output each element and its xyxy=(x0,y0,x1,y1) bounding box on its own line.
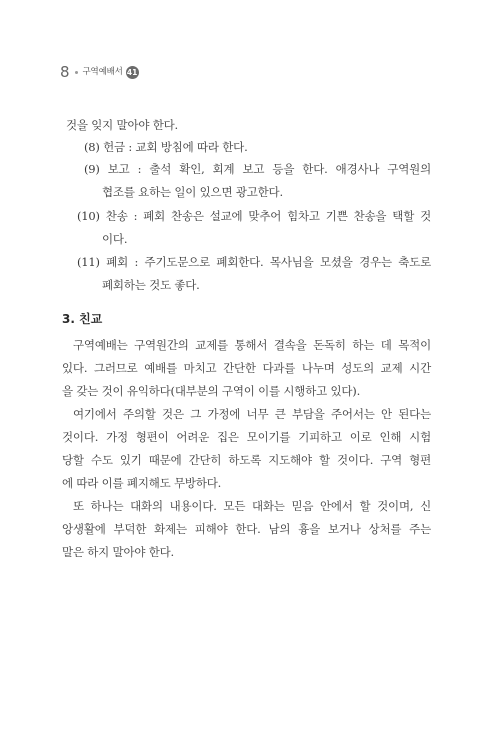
paragraph-2-line-1: 여기에서 주의할 것은 그 가정에 너무 큰 부담을 주어서는 안 된다는 xyxy=(73,407,431,421)
section-heading: 3. 친교 xyxy=(62,312,103,326)
page-number: 8 xyxy=(60,63,70,81)
paragraph-2-line-4: 에 따라 이를 폐지해도 무방하다. xyxy=(62,476,222,490)
paragraph-1-line-3: 을 갖는 것이 유익하다(대부분의 구역이 이를 시행하고 있다). xyxy=(62,384,361,398)
list-item-10-line-2: 이다. xyxy=(102,232,128,246)
paragraph-1-line-1: 구역예배는 구역원간의 교제를 통해서 결속을 돈독히 하는 데 목적이 xyxy=(73,338,431,352)
paragraph-3-line-3: 말은 하지 말아야 한다. xyxy=(62,545,175,559)
list-item-11-line-1: (11) 폐회 : 주기도문으로 폐회한다. 목사님을 모셨을 경우는 축도로 xyxy=(77,255,431,269)
list-item-7-continuation: 것을 잊지 말아야 한다. xyxy=(66,118,179,132)
paragraph-1-line-2: 있다. 그러므로 예배를 마치고 간단한 다과를 나누며 성도의 교제 시간 xyxy=(62,361,431,375)
list-item-8: (8) 헌금 : 교회 방침에 따라 한다. xyxy=(84,140,248,154)
paragraph-2-line-3: 당할 수도 있기 때문에 간단히 하도록 지도해야 할 것이다. 구역 형편 xyxy=(62,453,431,467)
list-item-9-line-1: (9) 보고 : 출석 확인, 회계 보고 등을 한다. 애경사나 구역원의 xyxy=(84,162,431,176)
paragraph-3-line-1: 또 하나는 대화의 내용이다. 모든 대화는 믿음 안에서 할 것이며, 신 xyxy=(73,499,431,513)
list-item-9-line-2: 협조를 요하는 일이 있으면 광고한다. xyxy=(102,185,283,199)
list-item-11-line-2: 폐회하는 것도 좋다. xyxy=(102,278,200,292)
running-header xyxy=(60,62,139,82)
paragraph-3-line-2: 앙생활에 부덕한 화제는 피해야 한다. 남의 흉을 보거나 상처를 주는 xyxy=(62,522,431,536)
paragraph-2-line-2: 것이다. 가정 형편이 어려운 집은 모이기를 기피하고 이로 인해 시험 xyxy=(62,430,431,444)
list-item-10-line-1: (10) 찬송 : 폐회 찬송은 설교에 맞추어 힘차고 기쁜 찬송을 택할 것 xyxy=(77,209,431,223)
header-separator-dot xyxy=(75,71,78,74)
page-badge: 41 xyxy=(126,67,138,77)
running-title: 구역예배서 xyxy=(82,67,123,77)
